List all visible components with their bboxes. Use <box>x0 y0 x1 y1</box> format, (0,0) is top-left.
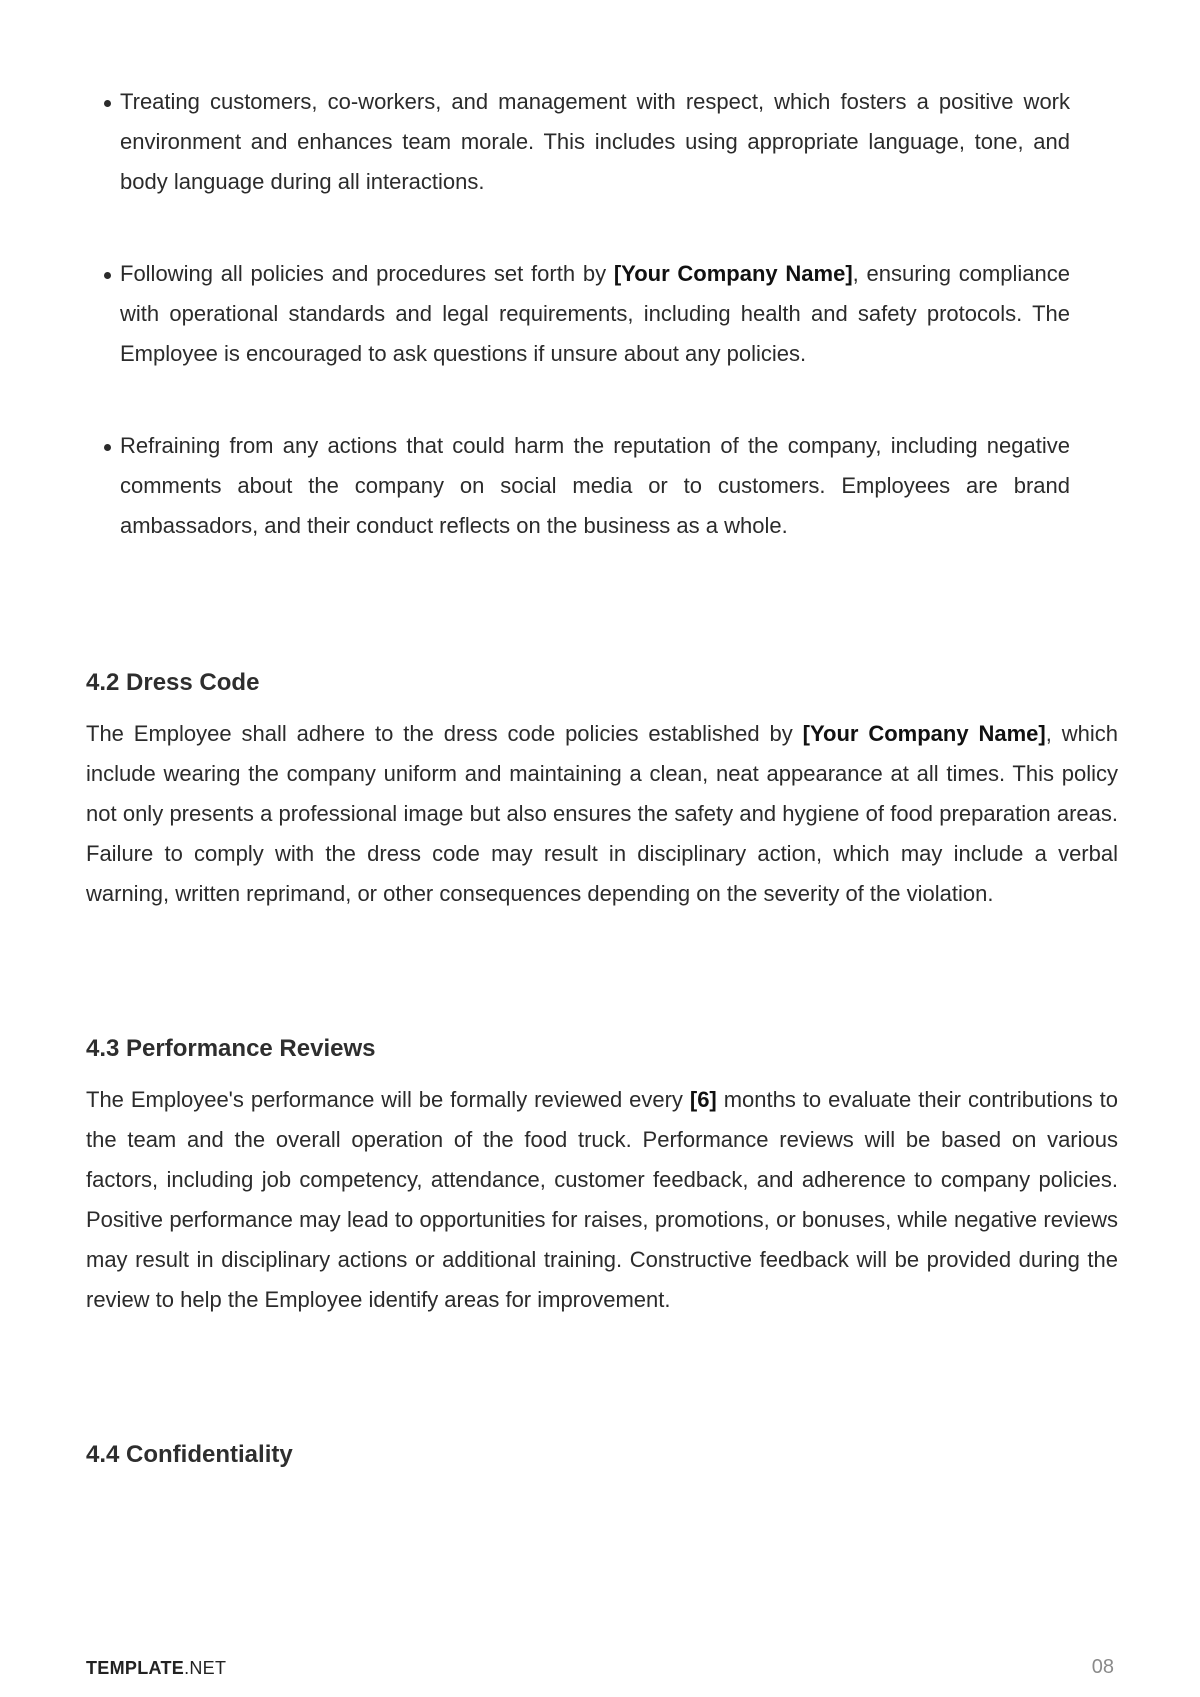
section-paragraph <box>86 1080 1118 1320</box>
logo-brand-light: .NET <box>184 1658 227 1678</box>
company-name-placeholder: [Your Company Name] <box>802 721 1046 746</box>
section-paragraph <box>86 714 1118 914</box>
review-interval-placeholder: [6] <box>689 1087 717 1112</box>
paragraph-text-post: , which include wearing the company uniform and maintaining a clean, neat appearance at all times. This policy not only presents a professional image but also ensures the safety and hygiene of food preparation areas. Failure to comply with the dress code may result in disciplinary action, which may include a verbal warning, written reprimand, or other consequences depending on the severity of the violation. <box>86 721 1118 906</box>
template-net-logo <box>86 1658 226 1679</box>
page-number: 08 <box>1091 1656 1114 1678</box>
bullet-item-reputation <box>100 426 1070 546</box>
paragraph-text-pre: The Employee shall adhere to the dress code policies established by <box>86 721 803 746</box>
company-name-placeholder: [Your Company Name] <box>613 261 853 286</box>
section-heading: 4.4 Confidentiality <box>86 1441 293 1468</box>
logo-brand-bold: TEMPLATE <box>86 1658 185 1678</box>
bullet-text-post: , ensuring compliance with operational standards and legal requirements, including health and safety protocols. The Employee is encouraged to ask questions if unsure about any policies. <box>120 261 1070 366</box>
bullet-text: Refraining from any actions that could harm the reputation of the company, including negative comments about the company on social media or to customers. Employees are brand ambassadors, and their conduct reflects on the business as a whole. <box>120 433 1070 538</box>
section-confidentiality <box>86 1440 1118 1486</box>
section-dress-code <box>86 668 1118 914</box>
bullet-text: Treating customers, co-workers, and management with respect, which fosters a positive work environment and enhances team morale. This includes using appropriate language, tone, and body language during all interactions. <box>120 89 1070 194</box>
section-heading: 4.2 Dress Code <box>86 669 260 696</box>
paragraph-text-post: months to evaluate their contributions to the team and the overall operation of the food truck. Performance reviews will be based on various factors, including job competency, attendance, customer feedback, and adherence to company policies. Positive performance may lead to opportunities for raises, promotions, or bonuses, while negative reviews may result in disciplinary actions or additional training. Constructive feedback will be provided during the review to help the Employee identify areas for improvement. <box>86 1087 1118 1312</box>
bullet-text-pre: Following all policies and procedures set forth by <box>120 261 614 286</box>
bullet-item-respect <box>100 82 1070 202</box>
responsibilities-bullet-list <box>100 82 1070 598</box>
bullet-item-policies <box>100 254 1070 374</box>
section-performance-reviews <box>86 1034 1118 1320</box>
section-heading: 4.3 Performance Reviews <box>86 1035 376 1062</box>
paragraph-text-pre: The Employee's performance will be formally reviewed every <box>86 1087 690 1112</box>
